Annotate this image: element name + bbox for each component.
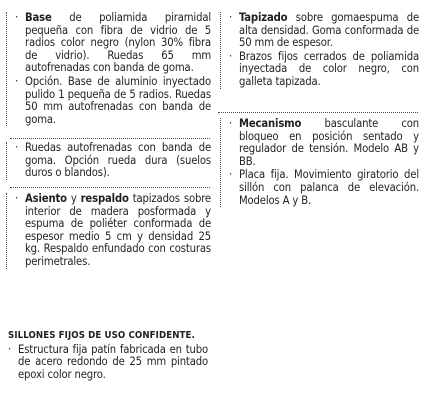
tapizado-text: sobre gomaespuma de alta densidad. Goma conformada de 50 mm de espesor. [239,11,419,50]
respaldo-label: respaldo [80,192,129,205]
bullet: · [8,342,12,356]
bullet: · [229,168,233,182]
separator [10,187,210,188]
mecanismo-block [220,118,419,207]
bullet: · [15,141,19,154]
ruedas-paragraph [15,142,211,180]
mecanismo-text: basculante con bloqueo en posición sentado y regulador de tensión. Modelo AB y BB. [239,117,419,168]
estructura-paragraph [8,344,208,382]
separator [10,138,210,139]
bullet: · [229,117,233,130]
asiento-label: Asiento [25,192,67,205]
option-aluminio-text: Opción. Base de aluminio inyectado pulido 1 pequeña de 5 radios. Ruedas 50 mm autofrenadas con banda de goma. [25,74,211,126]
estructura-text: Estructura fija patín fabricada en tubo de acero redondo de 25 mm pintado epoxi color negro. [18,342,208,381]
asiento-block [6,193,211,269]
mecanismo-label: Mecanismo [239,117,302,130]
placa-text: Placa fija. Movimiento giratorio del sillón con palanca de elevación. Modelos A y B. [239,168,419,207]
ruedas-block [6,142,211,180]
bullet: · [229,49,233,63]
option-aluminio-paragraph [15,76,211,126]
asiento-paragraph [15,193,211,269]
ruedas-text: Ruedas autofrenadas con banda de goma. Opción rueda dura (suelos duros o blandos). [25,141,211,180]
bullet: · [229,11,233,24]
tapizado-block [220,12,419,89]
tapizado-label: Tapizado [239,11,288,24]
base-label: Base [25,11,52,24]
base-paragraph [15,12,211,75]
sillones-fijos-section [8,330,208,381]
brazos-text: Brazos fijos cerrados de poliamida inyectada de color negro, con galleta tapizada. [239,49,419,88]
mecanismo-paragraph [229,118,419,168]
brazos-paragraph [229,51,419,89]
base-text: de poliamida piramidal pequeña con fibra de vidrio de 5 radios color negro (nylon 30% fibra de vidrio). Ruedas 65 mm autofrenadas con banda de goma. [25,11,211,75]
asiento-conj: y [66,192,81,205]
bullet: · [15,192,19,205]
bullet: · [15,74,19,88]
section-heading: SILLONES FIJOS DE USO CONFIDENTE. [8,330,195,341]
base-block [6,12,211,126]
separator [218,112,418,113]
tapizado-paragraph [229,12,419,50]
bullet: · [15,11,19,24]
asiento-text: tapizados sobre interior de madera posformada y espuma de poliéter conformada de espesor medio 5 cm y densidad 25 kg. Respaldo enfundado con costuras perimetrales. [25,192,211,268]
placa-paragraph [229,169,419,207]
